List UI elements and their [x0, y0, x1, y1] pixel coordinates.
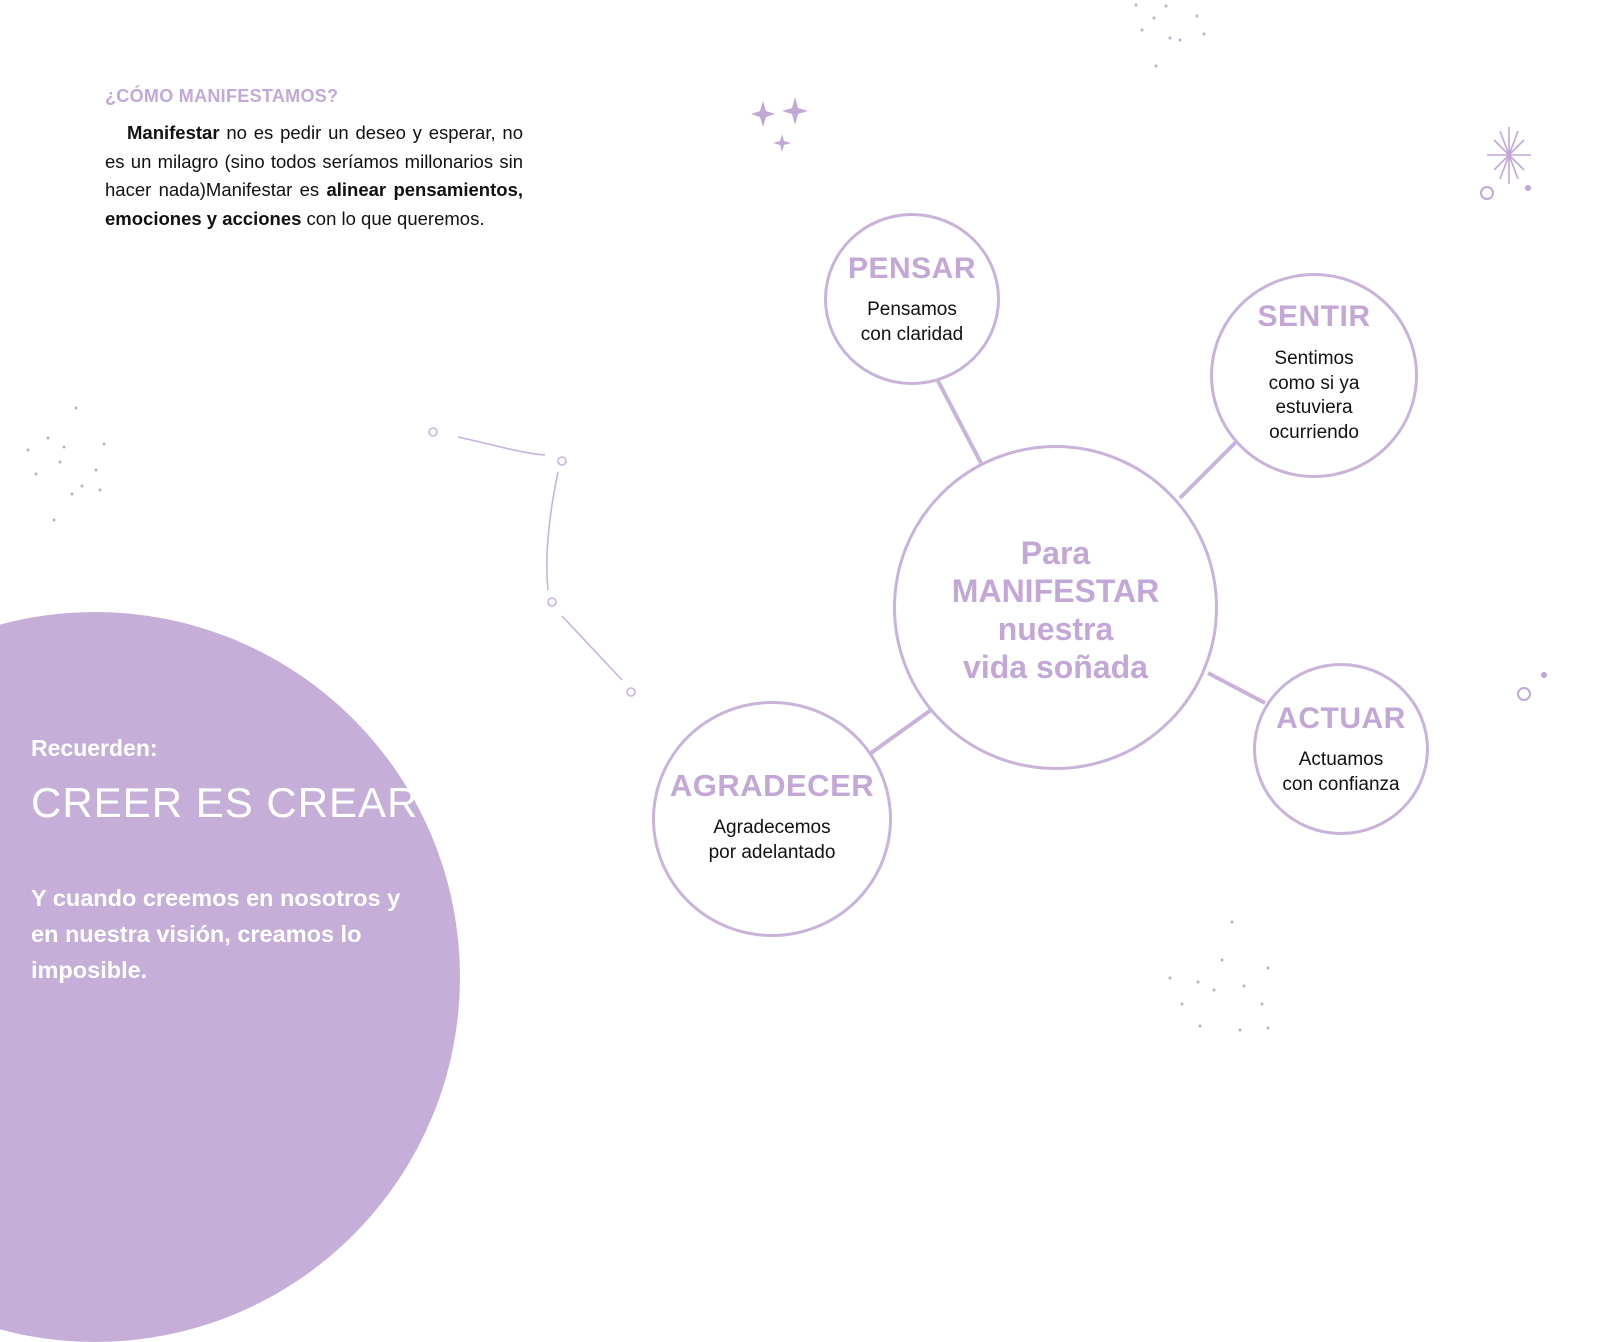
connector-agradecer: [871, 710, 931, 753]
star-icon: [1481, 127, 1547, 700]
node-actuar-desc: [1256, 748, 1426, 797]
intro-text-2: con lo que queremos.: [301, 207, 485, 229]
node-agradecer: [652, 701, 892, 937]
node-actuar-desc-line: Actuamos: [1298, 749, 1384, 770]
reminder-label: Recuerden:: [31, 735, 158, 761]
node-agradecer-desc: [655, 816, 889, 865]
connector-pensar: [937, 379, 981, 463]
node-pensar-desc-line: con claridad: [860, 323, 964, 345]
node-agradecer-desc-line: por adelantado: [708, 841, 836, 863]
node-sentir-desc-line: Sentimos: [1274, 348, 1354, 369]
connector-sentir: [1180, 441, 1237, 498]
node-agradecer-desc-line: Agradecemos: [713, 817, 831, 838]
center-line-2: MANIFESTAR: [951, 573, 1160, 609]
constellation-icon: [429, 428, 635, 696]
intro-bold-2: alinear pensamientos, emociones y acciones: [105, 179, 523, 229]
center-line-1: Para: [1020, 535, 1091, 571]
node-pensar-title: PENSAR: [847, 252, 977, 285]
reminder-title: CREER ES CREAR: [31, 779, 419, 826]
center-line-4: vida soñada: [963, 649, 1148, 685]
intro-paragraph: [105, 119, 523, 233]
node-sentir-title: SENTIR: [1257, 300, 1371, 333]
intro-section: [105, 86, 523, 233]
node-actuar-desc-line: con confianza: [1282, 773, 1400, 795]
center-line-3: nuestra: [997, 611, 1114, 647]
node-sentir-desc-line: estuviera: [1275, 397, 1353, 418]
intro-bold-1: Manifestar: [127, 122, 220, 143]
node-actuar-title: ACTUAR: [1276, 702, 1406, 735]
node-sentir: [1210, 273, 1418, 478]
node-sentir-desc-line: ocurriendo: [1269, 421, 1359, 443]
sparkle-icon: [751, 97, 808, 152]
node-sentir-desc-line: como si ya: [1268, 372, 1360, 394]
intro-text-1: no es pedir un deseo y esperar, no es un milagro (sino todos seríamos millonarios sin hacer nada)Manifestar es: [105, 122, 523, 200]
node-sentir-desc: [1213, 347, 1415, 445]
center-text: [896, 534, 1215, 686]
node-pensar-desc: [827, 298, 997, 347]
center-node: [893, 445, 1218, 770]
node-actuar: [1253, 663, 1429, 835]
connector-actuar: [1208, 673, 1265, 703]
node-pensar-desc-line: Pensamos: [867, 299, 957, 320]
node-pensar: [824, 213, 1000, 385]
reminder-text: Y cuando creemos en nosotros y en nuestra visión, creamos lo imposible.: [31, 885, 401, 983]
intro-heading: ¿CÓMO MANIFESTAMOS?: [105, 86, 339, 106]
node-agradecer-title: AGRADECER: [669, 768, 875, 803]
